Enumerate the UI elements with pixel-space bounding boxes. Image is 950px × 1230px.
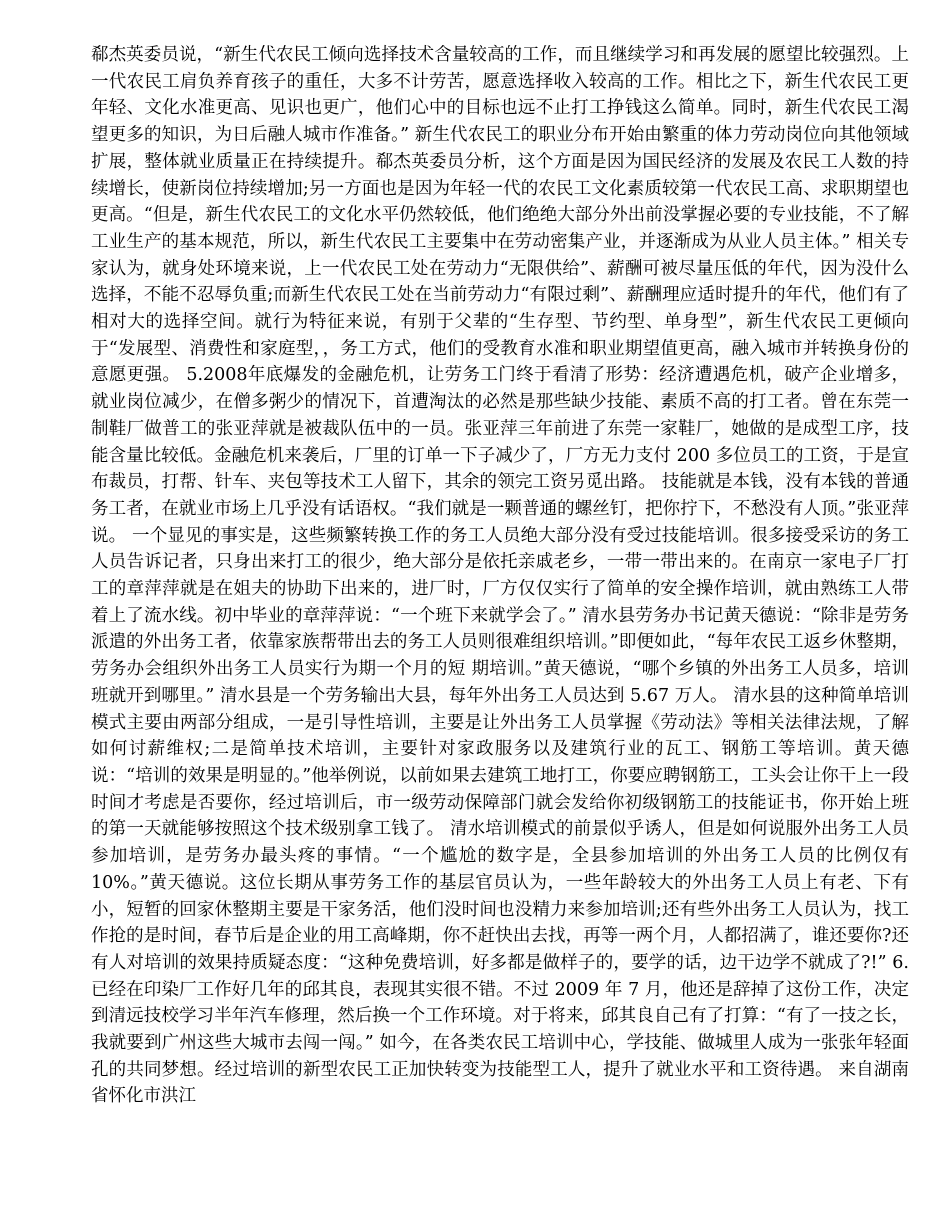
body-paragraph: 郗杰英委员说，“新生代农民工倾向选择技术含量较高的工作，而且继续学习和再发展的愿望比较强烈。上一代农民工肩负养育孩子的重任，大多不计劳苦，愿意选择收入较高的工作。相比之下，新生代农民工更年轻、文化水准更高、见识也更广，他们心中的目标也远不止打工挣钱这么简单。同时，新生代农民工渴望更多的知识，为日后融人城市作准备。” 新生代农民工的职业分布开始由繁重的体力劳动岗位向其他领域扩展，整体就业质量正在持续提升。郗杰英委员分析，这个方面是因为国民经济的发展及农民工人数的持续增长，使新岗位持续增加;另一方面也是因为年轻一代的农民工文化素质较第一代农民工高、求职期望也更高。“但是，新生代农民工的文化水平仍然较低，他们绝绝大部分外出前没掌握必要的专业技能，不了解工业生产的基本规范，所以，新生代农民工主要集中在劳动密集产业，并逐渐成为从业人员主体。” 相关专家认为，就身处环境来说，上一代农民工处在劳动力“无限供给”、薪酬可被尽量压低的年代，因为没什么选择，不能不忍辱负重;而新生代农民工处在当前劳动力“有限过剩”、薪酬理应适时提升的年代，他们有了相对大的选择空间。就行为特征来说，有别于父辈的“生存型、节约型、单身型”，新生代农民工更倾向于“发展型、消费性和家庭型，，务工方式，他们的受教育水准和职业期望值更高，融入城市并转换身份的意愿更强。 5.2008年底爆发的金融危机，让劳务工门终于看清了形势：经济遭遇危机，破产企业增多，就业岗位减少，在僧多粥少的情况下，首遭淘汰的必然是那些缺少技能、素质不高的打工者。曾在东莞一制鞋厂做普工的张亚萍就是被裁队伍中的一员。张亚萍三年前进了东莞一家鞋厂，她做的是成型工序，技能含量比较低。金融危机来袭后，厂里的订单一下子减少了，厂方无力支付 200 多位员工的工资，于是宣布裁员，打帮、针车、夹包等技术工人留下，其余的领完工资另觅出路。 技能就是本钱，没有本钱的普通务工者，在就业市场上几乎没有话语权。“我们就是一颗普通的螺丝钉，把你拧下，不愁没有人顶。”张亚萍说。 一个显见的事实是，这些频繁转换工作的务工人员绝大部分没有受过技能培训。很多接受采访的务工人员告诉记者，只身出来打工的很少，绝大部分是依托亲戚老乡，一带一带出来的。在南京一家电子厂打工的章萍萍就是在姐夫的协助下出来的，进厂时，厂方仅仅实行了简单的安全操作培训，就由熟练工人带着上了流水线。初中毕业的章萍萍说：“一个班下来就学会了。” 清水县劳务办书记黄天德说：“除非是劳务派遣的外出务工者，依靠家族帮带出去的务工人员则很难组织培训。”即便如此，“每年农民工返乡休整期，劳务办会组织外出务工人员实行为期一个月的短 期培训。”黄天德说，“哪个乡镇的外出务工人员多，培训班就开到哪里。” 清水县是一个劳务输出大县，每年外出务工人员达到 5.67 万人。 清水县的这种简单培训模式主要由两部分组成，一是引导性培训，主要是让外出务工人员掌握《劳动法》等相关法律法规，了解如何讨薪维权;二是简单技术培训，主要针对家政服务以及建筑行业的瓦工、钢筋工等培训。黄天德说：“培训的效果是明显的。”他举例说，以前如果去建筑工地打工，你要应聘钢筋工，工头会让你干上一段时间才考虑是否要你，经过培训后，市一级劳动保障部门就会发给你初级钢筋工的技能证书，你开始上班的第一天就能够按照这个技术级别拿工钱了。 清水培训模式的前景似乎诱人，但是如何说服外出务工人员参加培训，是劳务办最头疼的事情。“一个尴尬的数字是，全县参加培训的外出务工人员的比例仅有 10%。”黄天德说。这位长期从事劳务工作的基层官员认为，一些年龄较大的外出务工人员上有老、下有小，短暂的回家休整期主要是干家务活，他们没时间也没精力来参加培训;还有些外出务工人员认为，找工作抢的是时间，春节后是企业的用工高峰期，你不赶快出去找，再等一两个月，人都招满了，谁还要你?还有人对培训的效果持质疑态度：“这种免费培训，好多都是做样子的，要学的话，边干边学不就成了?!” 6.已经在印染厂工作好几年的邱其良，表现其实很不错。不过 2009 年 7 月，他还是辞掉了这份工作，决定到清远技校学习半年汽车修理，然后换一个工作环境。对于将来，邱其良自己有了打算：“有了一技之长，我就要到广州这些大城市去闯一闯。” 如今，在各类农民工培训中心，学技能、做城里人成为一张张年轻面孔的共同梦想。经过培训的新型农民工正加快转变为技能型工人，提升了就业水平和工资待遇。 来自湖南省怀化市洪江 xyxy=(91,45,909,1107)
